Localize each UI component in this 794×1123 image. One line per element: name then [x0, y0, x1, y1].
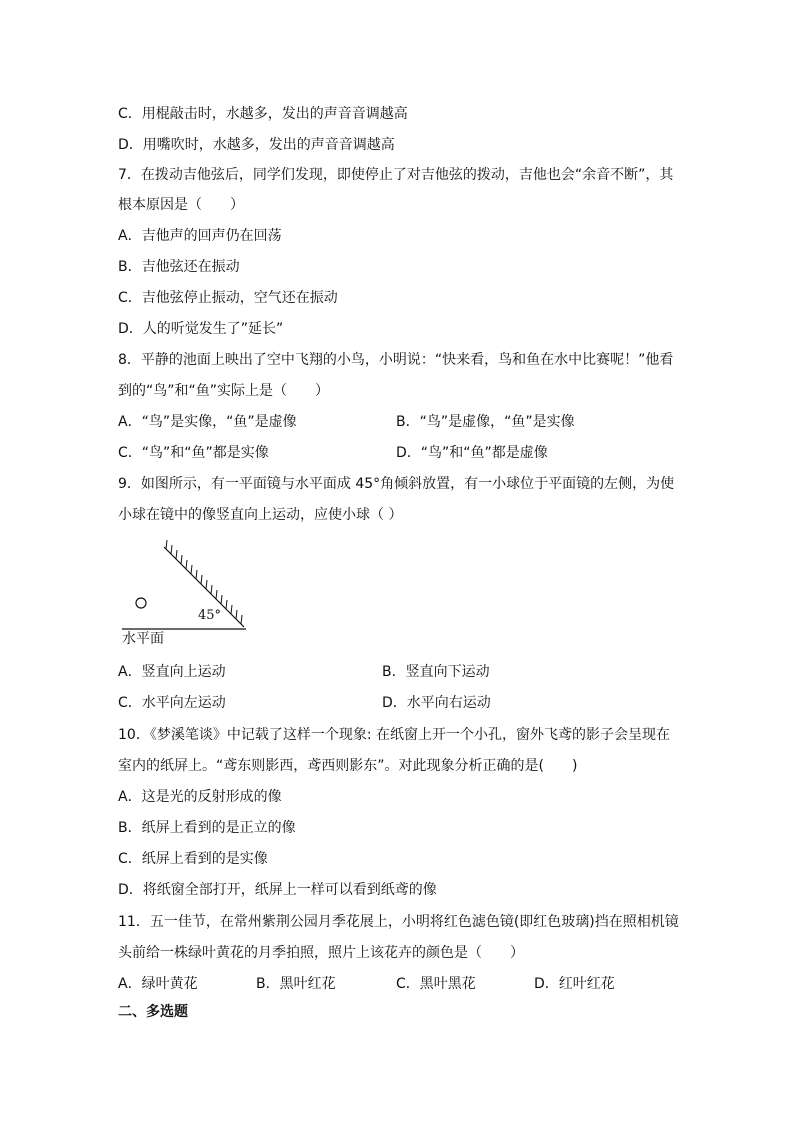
q11-stem-line1: 11．五一佳节，在常州紫荆公园月季花展上，小明将红色滤色镜(即红色玻璃)挡在照相机镜 — [118, 914, 679, 930]
q7-stem-line2: 根本原因是（ ） — [118, 197, 244, 213]
q10-stem-line1: 10．《梦溪笔谈》中记载了这样一个现象: 在纸窗上开一个小孔，窗外飞鸢的影子会呈现在 — [118, 727, 670, 743]
ground-label: 水平面 — [122, 631, 164, 647]
q7-stem-line1: 7．在拨动吉他弦后，同学们发现，即使停止了对吉他弦的拨动，吉他也会“余音不断”，其 — [118, 167, 674, 183]
ball — [136, 598, 146, 608]
q10-option-d: D．将纸窗全部打开，纸屏上一样可以看到纸鸢的像 — [118, 882, 437, 898]
q7-option-d: D．人的听觉发生了”延长” — [118, 321, 284, 337]
q7-option-b: B．吉他弦还在振动 — [118, 259, 240, 275]
q10-option-c: C．纸屏上看到的是实像 — [118, 851, 268, 867]
q9-option-c: C．水平向左运动 — [118, 695, 226, 711]
angle-label: 45° — [198, 608, 222, 623]
q11-option-c: C．黑叶黑花 — [396, 976, 476, 992]
q11-stem-line2: 头前给一株绿叶黄花的月季拍照，照片上该花卉的颜色是（ ） — [118, 945, 524, 961]
q8-option-c: C．“鸟”和“鱼”都是实像 — [118, 445, 269, 461]
q9-option-a: A．竖直向上运动 — [118, 664, 226, 680]
mirror-figure — [118, 538, 258, 650]
q11-option-d: D．红叶红花 — [534, 976, 615, 992]
q8-option-a: A．“鸟”是实像，“鱼”是虚像 — [118, 414, 297, 430]
q8-option-d: D．“鸟”和“鱼”都是虚像 — [396, 445, 548, 461]
q9-option-d: D．水平向右运动 — [382, 695, 491, 711]
q9-stem-line2: 小球在镜中的像竖直向上运动，应使小球（ ） — [118, 507, 403, 523]
q8-option-b: B．“鸟”是虚像，“鱼”是实像 — [396, 414, 575, 430]
q8-stem-line1: 8．平静的池面上映出了空中飞翔的小鸟，小明说：“快来看，鸟和鱼在水中比赛呢！”他看 — [118, 352, 674, 368]
q10-option-b: B．纸屏上看到的是正立的像 — [118, 820, 296, 836]
q11-option-b: B．黑叶红花 — [256, 976, 336, 992]
q6-option-d: D．用嘴吹时，水越多，发出的声音音调越高 — [118, 137, 395, 153]
q9-stem-line1: 9．如图所示，有一平面镜与水平面成 45°角倾斜放置，有一小球位于平面镜的左侧，为使 — [118, 476, 675, 492]
q11-option-a: A．绿叶黄花 — [118, 976, 198, 992]
q10-option-a: A．这是光的反射形成的像 — [118, 789, 282, 805]
section-title: 二、多选题 — [118, 1004, 188, 1020]
q6-option-c: C．用棍敲击时，水越多，发出的声音音调越高 — [118, 106, 408, 122]
q9-option-b: B．竖直向下运动 — [382, 664, 490, 680]
q7-option-c: C．吉他弦停止振动，空气还在振动 — [118, 290, 338, 306]
q8-stem-line2: 到的“鸟”和“鱼”实际上是（ ） — [118, 383, 330, 399]
q10-stem-line2: 室内的纸屏上。“鸢东则影西，鸢西则影东”。对此现象分析正确的是( ) — [118, 758, 578, 774]
q7-option-a: A．吉他声的回声仍在回荡 — [118, 228, 282, 244]
